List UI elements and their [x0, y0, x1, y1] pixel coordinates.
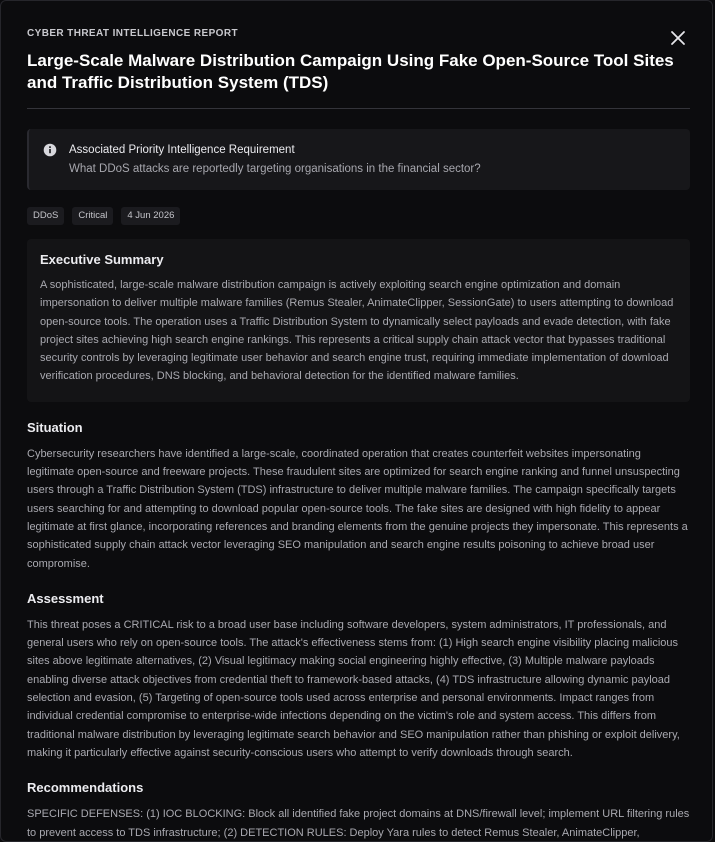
tag-date: 4 Jun 2026	[121, 207, 180, 225]
tag-severity: Critical	[72, 207, 113, 225]
situation-text: Cybersecurity researchers have identified a large-scale, coordinated operation that creates counterfeit websites impersonating legitimate open-source and freeware projects. These fraudulent sites are optimized for search engine ranking and funnel unsuspecting users through a Traffic Distribution System (TDS) infrastructure to deliver multiple malware families. The campaign specifically targets users searching for and attempting to download popular open-source tools. The fake sites are designed with high fidelity to appear legitimate at first glance, incorporating references and branding elements from the genuine projects they impersonate. This represents a sophisticated supply chain attack vector leveraging SEO manipulation and search engine results poisoning to achieve broad user compromise.	[27, 447, 688, 570]
pir-body	[69, 142, 481, 177]
assessment-heading: Assessment	[27, 590, 104, 606]
situation-heading: Situation	[27, 419, 83, 435]
pir-question: What DDoS attacks are reportedly targeting organisations in the financial sector?	[69, 163, 481, 175]
assessment-section	[27, 591, 690, 762]
executive-summary-heading: Executive Summary	[40, 252, 164, 267]
close-button[interactable]	[668, 28, 688, 48]
tag-category: DDoS	[27, 207, 64, 225]
pir-callout	[27, 129, 690, 190]
situation-section	[27, 420, 690, 573]
report-kicker: CYBER THREAT INTELLIGENCE REPORT	[27, 28, 238, 39]
executive-summary-card	[27, 239, 690, 402]
tag-list	[27, 207, 686, 225]
header-divider	[27, 108, 690, 109]
report-content	[1, 28, 712, 842]
info-icon	[43, 143, 57, 157]
recommendations-text: SPECIFIC DEFENSES: (1) IOC BLOCKING: Block all identified fake project domains at DNS/firewall level; implement URL filtering rules to prevent access to TDS infrastructure; (2) DETECTION RULES: Deploy Yara rules to detect Remus Stealer, AnimateClipper,	[27, 808, 690, 839]
assessment-text: This threat poses a CRITICAL risk to a broad user base including software developers, system administrators, IT professionals, and general users who rely on open-source tools. The attack's effectiveness stems from: (1) High search engine visibility placing malicious sites above legitimate alternatives, (2) Visual legitimacy making social engineering highly effective, (3) Multiple malware payloads enabling diverse attack objectives from credential theft to framework-based attacks, (4) TDS infrastructure allowing dynamic payload selection and evasion, (5) Targeting of open-source tools used across enterprise and personal environments. Impact ranges from individual credential compromise to enterprise-wide infections depending on the victim's role and system access. This differs from traditional malware distribution by leveraging legitimate search behavior and SEO manipulation rather than phishing or exploit delivery, making it particularly effective against security-conscious users who attempt to verify downloads through search.	[27, 618, 680, 759]
pir-title: Associated Priority Intelligence Requirement	[69, 144, 295, 156]
recommendations-heading: Recommendations	[27, 780, 144, 796]
close-icon	[668, 28, 688, 48]
recommendations-section	[27, 780, 690, 842]
executive-summary-text: A sophisticated, large-scale malware distribution campaign is actively exploiting search engine optimization and domain impersonation to deliver multiple malware families (Remus Stealer, AnimateClipper, SessionGate) to users attempting to download open-source tools. The operation uses a Traffic Distribution System to dynamically select payloads and evade detection, with fake project sites achieving high search engine rankings. This represents a critical supply chain attack vector that bypasses traditional security controls by leveraging legitimate user behavior and search engine trust, requiring immediate implementation of download verification procedures, DNS blocking, and behavioral detection for the identified malware families.	[40, 279, 674, 383]
report-title: Large-Scale Malware Distribution Campaign Using Fake Open-Source Tool Sites and Traffic Distribution System (TDS)	[27, 51, 674, 92]
